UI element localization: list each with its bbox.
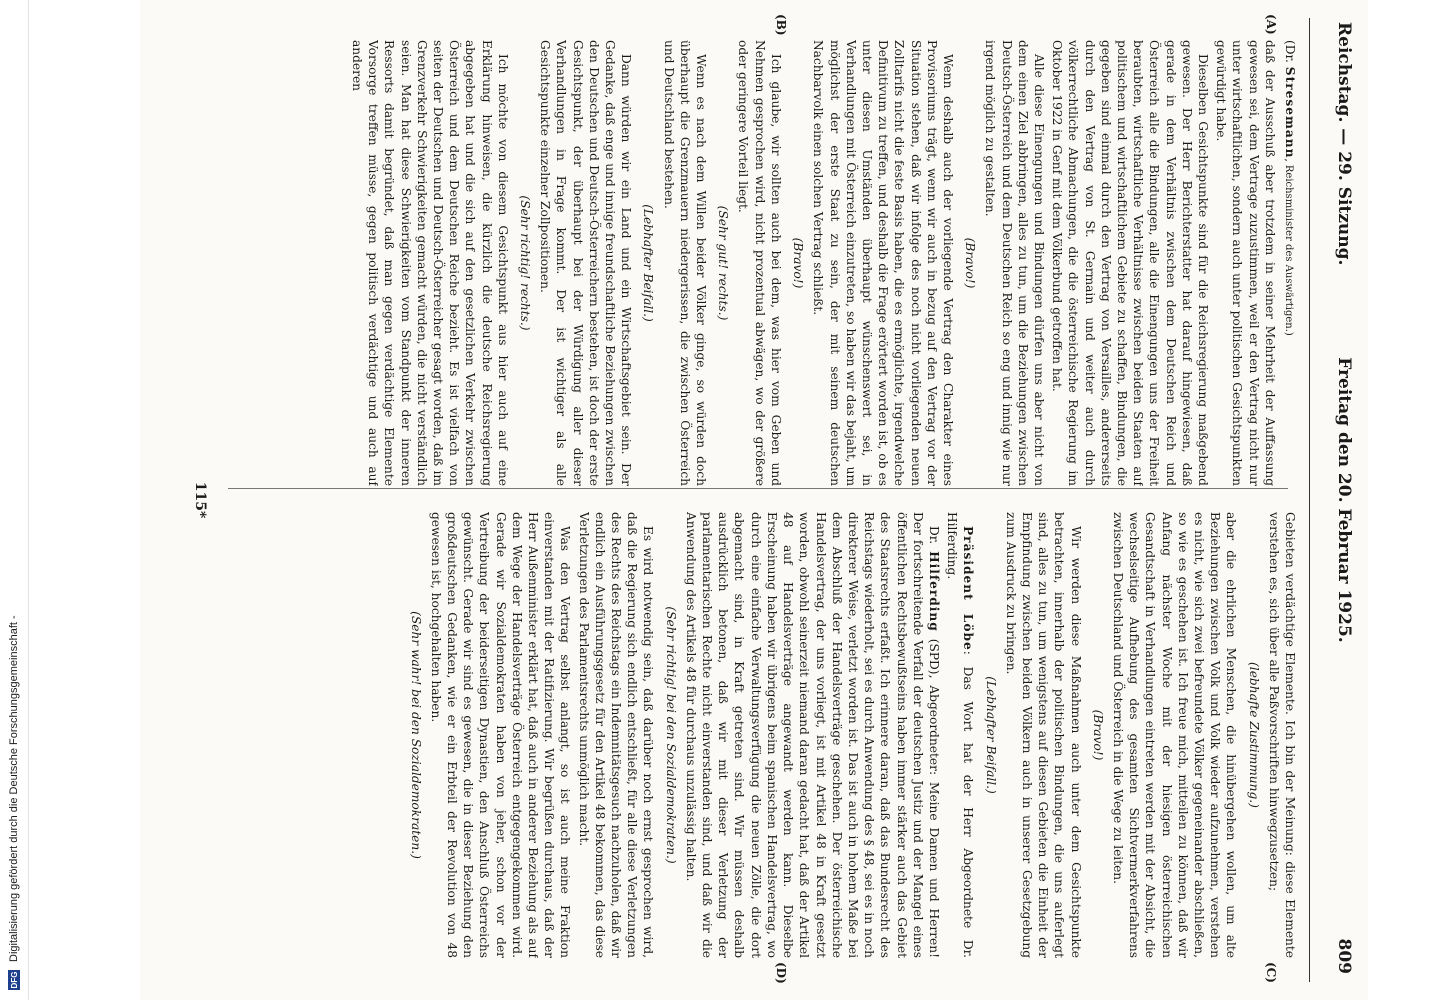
paragraph: aber die ehrlichen Menschen, die hinübergehen wollen, um alte Beziehungen zwischen Volk und Volk wieder aufzunehmen, verstehen es nicht, wie sich zwei befreundete Völker gegeneinander abschließen, so wie es geschehen ist. Ich freue mich, mitteilen zu können, daß wir Anfang nächster Woche mit der hiesigen österreichischen Gesandtschaft in Verhandlungen eintreten werden mit der Absicht, die wechselseitige Aufhebung des gesamten Sichtvermerkverfahrens zwischen Deutschland und Österreich in die Wege zu leiten.: [1110, 512, 1239, 958]
speaker-role: , Reichsminister des Auswärtigen.): [1283, 158, 1294, 336]
speech-text: (SPD), Abgeordneter: Meine Damen und Herren! Der fortschreitende Verfall der deutschen Justiz und der Mangel eines öffentlichen Rechtsbewußtseins haben immer stärker auch das Gebiet des Staatsrechts erfaßt. Ich erinnere daran, daß das Bundesrecht des Reichstags wiederholt, sei es durch Anwendung des § 48, sei es in noch direkterer Weise, verletzt worden ist. Das ist auch in hohem Maße bei dem Abschluß der Handelsverträge geschehen. Der österreichische Handelsvertrag, der uns vorliegt, ist mit Artikel 48 in Kraft gesetzt worden, obwohl seinerzeit niemand daran gedacht hat, daß der Artikel 48 auf Handelsverträge angewandt werden kann. Dieselbe Erscheinung haben wir übrigens beim spanischen Handelsvertrag, wo durch eine einfache Verwaltungsverfügung die neuen Zölle, die dort abgemacht sind, in Kraft getreten sind. Wir müssen deshalb ausdrücklich betonen, daß wir mit dieser Verletzung der parlamentarischen Rechte nicht einverstanden sind, und daß wir die Anwendung des Artikels 48 für durchaus unzulässig halten.: [683, 512, 941, 958]
paragraph: Alle diese Einengungen und Bindungen dürfen uns aber nicht von dem einen Ziel abbringen, alles zu tun, um die Beziehungen zwischen Deutsch-Österreich und dem Deutschen Reich so eng und innig wie nur irgend möglich zu gestalten.: [983, 40, 1046, 486]
speaker-title: (Dr.: [1283, 40, 1297, 63]
paragraph: Wenn deshalb auch der vorliegende Vertrag den Charakter eines Provisoriums trägt, wenn wir auch in bezug auf den Vertrag vor der Situation stehen, daß wir infolge des noch nicht vorliegenden neuen Zolltarifs nicht die feste Basis haben, die es ermöglichte, irgendwelche Definitivum zu treffen, und deshalb die Frage erörtert worden ist, ob es unter diesen Umständen überhaupt wünschenswert sei, in Verhandlungen mit Österreich einzutreten, so haben wir das bejaht, um möglichst der erste Staat zu sein, der mit seinem deutschen Nachbarvolk einen solchen Vertrag schließt.: [811, 40, 955, 486]
paragraph: Dann würden wir ein Land und ein Wirtschaftsgebiet sein. Der Gedanke, daß enge und innige freundschaftliche Beziehungen zwischen den Deutschen und Deutsch-Österreichern bestehen, ist doch der erste Gesichtspunkt, der überhaupt bei der Würdigung aller dieser Verhandlungen in Frage kommt. Der ist wichtiger als alle Gesichtspunkte einzelner Zollpositionen.: [538, 40, 634, 486]
margin-marker-c: (C): [1264, 962, 1278, 983]
paragraph: Ich glaube, wir sollten auch bei dem, was hier vom Geben und Nehmen gesprochen wird, nicht prozentual abwägen, wo der größere oder geringere Vorteil liegt.: [736, 40, 783, 486]
paragraph: Wenn es nach dem Willen beider Völker ginge, so würden doch überhaupt die Grenzmauern niedergerissen, die zwischen Österreich und Deutschland bestehen.: [661, 40, 709, 486]
scanned-page: [140, 0, 1368, 1000]
president-line: [944, 512, 976, 958]
interjection: (Sehr richtig! bei den Sozialdemokraten.): [663, 606, 678, 864]
funding-sidebar: [0, 0, 29, 1000]
margin-marker-a: (A): [1264, 14, 1278, 35]
page-number: 809: [1334, 938, 1354, 974]
interjection: (Sehr richtig! rechts.): [518, 195, 533, 331]
header-rule: [1309, 18, 1310, 982]
left-column: [218, 40, 1298, 486]
paragraph: Ich möchte von diesem Gesichtspunkt aus hier auch auf eine Erklärung hinweisen, die kürzlich die deutsche Reichsregierung abgegeben hat und die sich auf den gesetzlichen Verkehr zwischen Österreich und dem Deutschen Reiche bezieht. Es ist vielfach von seiten der Deutschen und Deutsch-Österreicher gesagt worden, daß im Grenzverkehr Schwierigkeiten gemacht würden, die nicht verständlich seien. Man hat diese Schwierigkeiten vom Standpunkt der inneren Ressorts damit begründet, daß man gegen verdächtige Elemente Vorsorge treffen müsse, gegen politisch verdächtige und auch auf anderen: [350, 40, 510, 486]
right-column: [218, 512, 1298, 958]
interjection: (Bravo!): [963, 237, 978, 289]
paragraph: Gebieten verdächtige Elemente. Ich bin der Meinung: diese Elemente verstehen es, sich über alle Paßvorschriften hinwegzusetzen;: [1266, 512, 1297, 958]
margin-marker-d: (D): [774, 962, 788, 984]
speaker-line: [1280, 40, 1298, 486]
interjection: (Bravo!): [791, 237, 806, 289]
paragraph: Es wird notwendig sein, daß darüber noch ernst gesprochen wird, daß die Regierung sich endlich entschließt, für alle diese Verletzungen des Rechts des Reichstags ein Indemnitätsgesuch nachzuholen, daß wir endlich ein Ausführungsgesetz für den Artikel 48 bekommen, das diese Verletzungen des Parlamentsrechts unmöglich macht.: [576, 512, 656, 958]
header-session: Reichstag. — 29. Sitzung.: [1334, 22, 1354, 266]
speaker-name: Stresemann: [1283, 66, 1297, 159]
hilferding-speech: [683, 512, 942, 958]
speaker-title: Dr.: [926, 526, 941, 545]
funding-note: Digitalisierung gefördert durch die Deutsche Forschungsgemeinschaft -: [8, 615, 20, 962]
interjection: (Lebhafter Beifall.): [641, 204, 656, 322]
speaker-name: Hilferding: [926, 551, 941, 632]
margin-marker-b: (B): [774, 14, 788, 36]
interjection: (lebhafte Zustimmung.): [1246, 662, 1261, 808]
interjection: (Lebhafter Beifall.): [983, 676, 998, 794]
paragraph: daß der Ausschuß aber trotzdem in seiner Mehrheit der Auffassung gewesen sei, dem Vertrage zuzustimmen, weil er den Vertrag nicht nur unter wirtschaftlichen, sondern auch unter politischen Gesichtspunkten gewürdigt habe.: [1214, 40, 1277, 486]
interjection: (Sehr gut! rechts.): [716, 205, 731, 321]
header-date: Freitag den 20. Februar 1925.: [1334, 357, 1354, 643]
sheet-signature: 115*: [192, 481, 208, 519]
president-text: : Das Wort hat der Herr Abgeordnete Dr. Hilferding.: [945, 512, 976, 958]
page-header: [1310, 0, 1368, 1000]
paragraph: Wir werden diese Maßnahmen auch unter dem Gesichtspunkte betrachten, innerhalb der politischen Bindungen, die uns auferlegt sind, alles zu tun, um wenigstens auf diesen Gebieten die Einheit der Empfindung zwischen beiden Völkern auch in unserer Gesetzgebung zum Ausdruck zu bringen.: [1003, 512, 1083, 958]
paragraph: Was den Vertrag selbst anlangt, so ist auch meine Fraktion einverstanden mit der Ratifizierung. Wir begrüßen durchaus, daß der Herr Außenminister erklärt hat, daß auch in anderer Beziehung als auf dem Wege der Handelsverträge Österreich entgegengekommen wird. Gerade wir Sozialdemokraten haben von jeher, schon vor der Vertreibung der beiderseitigen Dynastien, den Anschluß Österreichs gewünscht. Gerade wir sind es gewesen, die in dieser Beziehung den großdeutschen Gedanken, wie er ein Erbteil der Revolution von 48 gewesen ist, hochgehalten haben.: [428, 512, 573, 958]
dfg-logo: DFG: [9, 971, 19, 989]
president-name: Präsident Löbe: [961, 526, 976, 651]
interjection: (Bravo!): [1090, 709, 1105, 761]
column-separator: [228, 488, 1288, 489]
paragraph: Dieselben Gesichtspunkte sind für die Reichsregierung maßgebend gewesen. Der Herr Berichterstatter hat darauf hingewiesen, daß gerade in dem Verhältnis zwischen dem Deutschen Reich und Österreich alle die Bindungen, alle die Einengungen uns der Freiheit beraubten, wirtschaftliche Verhältnisse zwischen beiden Staaten auf politischem und wirtschaftlichem Gebiete zu schaffen, Bindungen, die gegeben sind einmal durch den Vertrag von Versailles, andererseits durch den Vertrag von St. Germain und weiter auch durch völkerrechtliche Abmachungen, die die österreichische Regierung im Oktober 1922 in Genf mit dem Völkerbund getroffen hat.: [1050, 40, 1210, 486]
interjection: (Sehr wahr! bei den Sozialdemokraten.): [408, 611, 423, 859]
